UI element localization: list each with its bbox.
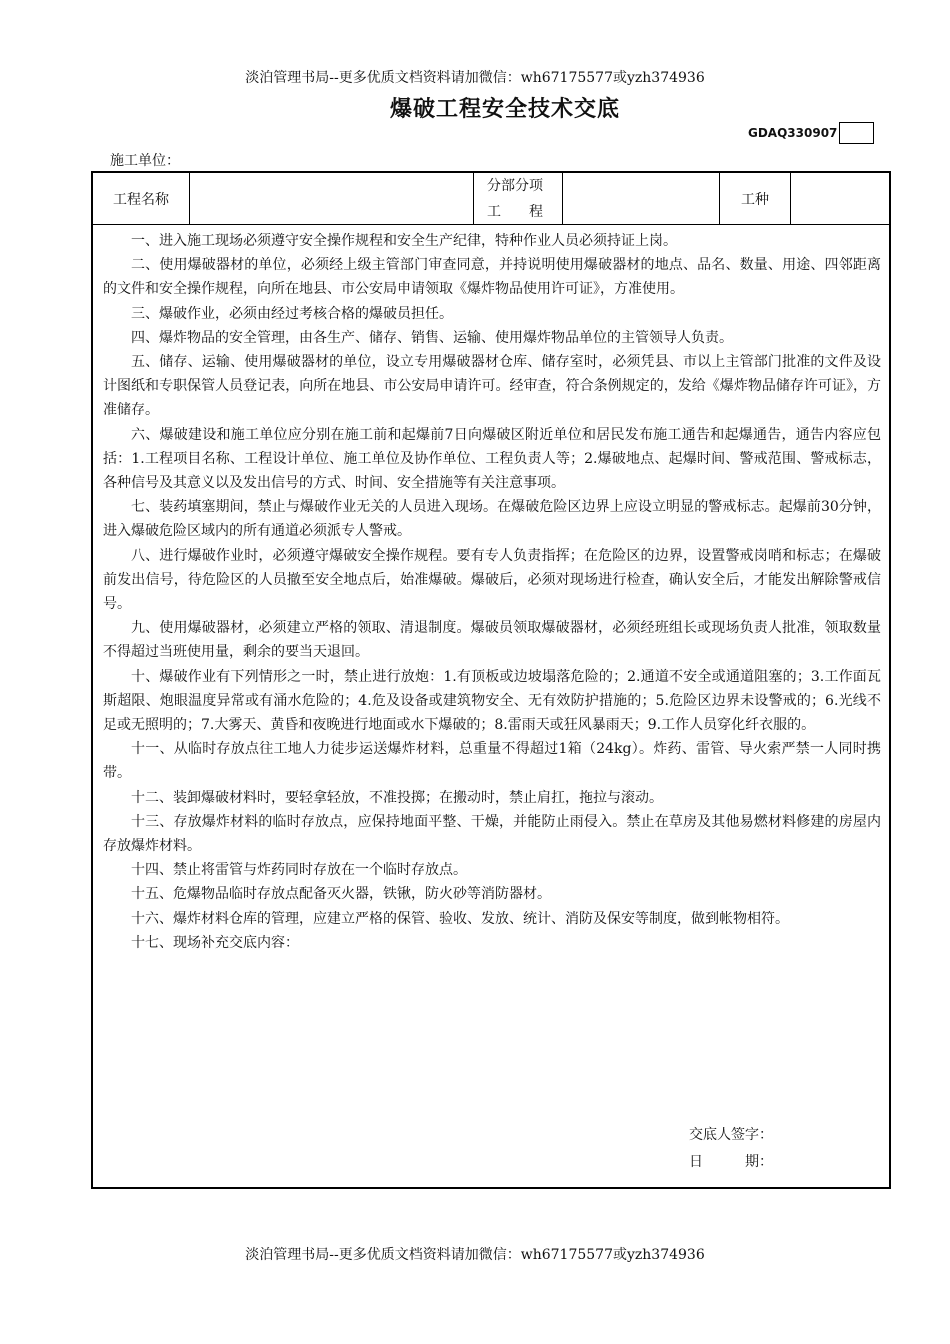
item-11: 十一、从临时存放点往工地人力徒步运送爆炸材料，总重量不得超过1箱（24kg）。炸药、雷管、导火索严禁一人同时携带。	[103, 741, 881, 782]
project-name-label: 工程名称	[93, 173, 190, 224]
doc-code: GDAQ330907	[748, 126, 838, 140]
item-1: 一、进入施工现场必须遵守安全操作规程和安全生产纪律，特种作业人员必须持证上岗。	[131, 233, 677, 249]
header-watermark-note: 淡泊管理书局--更多优质文档资料请加微信：wh67175577或yzh374936	[245, 70, 705, 86]
doc-code-box[interactable]	[839, 122, 874, 144]
item-12: 十二、装卸爆破材料时，要轻拿轻放，不准投掷；在搬动时，禁止肩扛，拖拉与滚动。	[131, 789, 663, 806]
item-8: 八、进行爆破作业时，必须遵守爆破安全操作规程。要有专人负责指挥；在危险区的边界，设置警戒岗哨和标志；在爆破前发出信号，待危险区的人员撤至安全地点后，始准爆破。爆破后，必须对现场进行检查，确认安全后，才能发出解除警戒信号。	[103, 547, 881, 613]
sub-project-label	[474, 173, 563, 224]
item-5: 五、储存、运输、使用爆破器材的单位，设立专用爆破器材仓库、储存室时，必须凭县、市以上主管部门批准的文件及设计图纸和专职保管人员登记表，向所在地县、市公安局申请许可。经审查，符合条例规定的，发给《爆炸物品储存许可证》，方准储存。	[103, 354, 881, 419]
signature-label: 交底人签字：	[689, 1127, 773, 1143]
item-6: 六、爆破建设和施工单位应分别在施工前和起爆前7日向爆破区附近单位和居民发布施工通告和起爆通告，通告内容应包括：1.工程项目名称、工程设计单位、施工单位及协作单位、工程负责人等；2.爆破地点、起爆时间、警戒范围、警戒标志，各种信号及其意义以及发出信号的方式、时间、安全措施等有关注意事项。	[103, 426, 881, 492]
item-17: 十七、现场补充交底内容：	[131, 934, 299, 951]
sub-project-label-line1: 分部分项	[487, 177, 543, 194]
item-4: 四、爆炸物品的安全管理，由各生产、储存、销售、运输、使用爆炸物品单位的主管领导人负责。	[131, 329, 733, 346]
item-9: 九、使用爆破器材，必须建立严格的领取、清退制度。爆破员领取爆破器材，必须经班组长或现场负责人批准，领取数量不得超过当班使用量，剩余的要当天退回。	[103, 620, 881, 661]
trade-label: 工种	[720, 173, 791, 224]
construction-unit-label: 施工单位：	[110, 153, 180, 169]
item-16: 十六、爆炸材料仓库的管理，应建立严格的保管、验收、发放、统计、消防及保安等制度，做到帐物相符。	[131, 910, 789, 927]
document-title: 爆破工程安全技术交底	[389, 97, 620, 122]
date-label: 日 期：	[689, 1154, 773, 1170]
trade-field[interactable]	[791, 173, 889, 224]
doc-code-area	[748, 122, 874, 144]
footer-watermark-note: 淡泊管理书局--更多优质文档资料请加微信：wh67175577或yzh374936	[245, 1247, 705, 1263]
item-3: 三、爆破作业，必须由经过考核合格的爆破员担任。	[131, 305, 453, 322]
sub-project-field[interactable]	[563, 173, 720, 224]
item-13: 十三、存放爆炸材料的临时存放点，应保持地面平整、干燥，并能防止雨侵入。禁止在草房及其他易燃材料修建的房屋内存放爆炸材料。	[103, 813, 881, 855]
sub-project-label-line2: 工 程	[487, 203, 543, 220]
disclosure-form	[91, 171, 891, 1189]
item-15: 十五、危爆物品临时存放点配备灭火器，铁锹，防火砂等消防器材。	[131, 886, 551, 903]
item-7: 七、装药填塞期间，禁止与爆破作业无关的人员进入现场。在爆破危险区边界上应设立明显的警戒标志。起爆前30分钟，进入爆破危险区域内的所有通道必须派专人警戒。	[103, 499, 881, 540]
project-name-field[interactable]	[190, 173, 474, 224]
item-10: 十、爆破作业有下列情形之一时，禁止进行放炮：1.有顶板或边坡塌落危险的；2.通道不安全或通道阻塞的；3.工作面瓦斯超限、炮眼温度异常或有涌水危险的；4.危及设备或建筑物安全、无有效防护措施的；5.危险区边界未设警戒的；6.光线不足或无照明的；7.大雾天、黄昏和夜晚进行地面或水下爆破的；8.雷雨天或狂风暴雨天；9.工作人员穿化纤衣服的。	[103, 668, 881, 734]
item-2: 二、使用爆破器材的单位，必须经上级主管部门审查同意，并持说明使用爆破器材的地点、品名、数量、用途、四邻距离的文件和安全操作规程，向所在地县、市公安局申请领取《爆炸物品使用许可证》，方准使用。	[103, 257, 881, 298]
disclosure-content	[103, 229, 881, 955]
item-14: 十四、禁止将雷管与炸药同时存放在一个临时存放点。	[131, 862, 467, 879]
info-row	[93, 173, 889, 225]
